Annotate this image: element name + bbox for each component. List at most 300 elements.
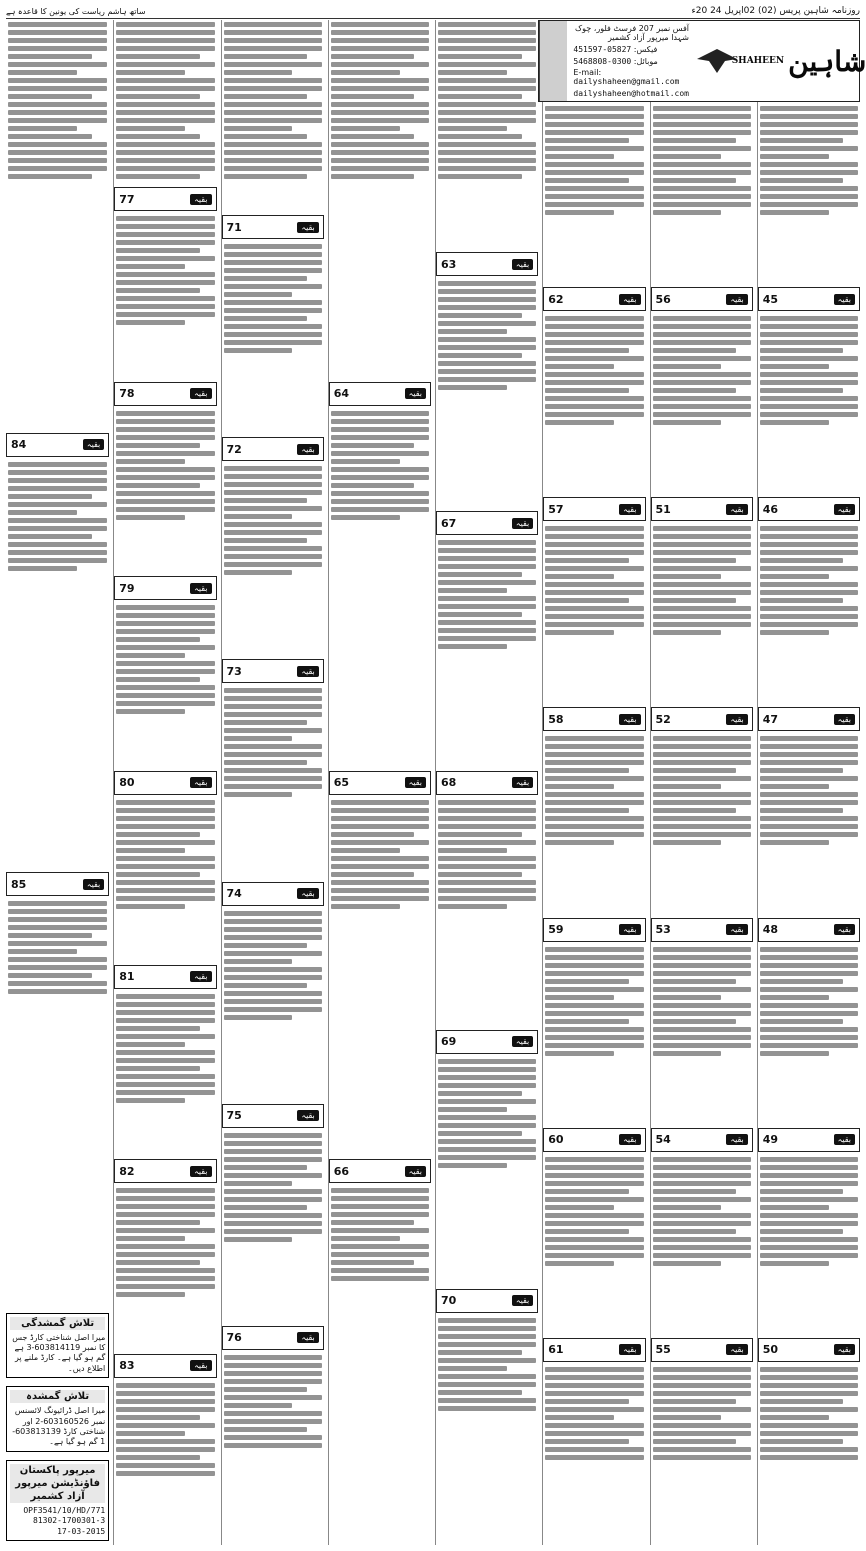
text-line (438, 118, 536, 123)
continuation-tag: بقیہ (834, 1134, 855, 1145)
text-line (653, 550, 751, 555)
text-line (438, 1139, 536, 1144)
text-line (760, 1391, 858, 1396)
text-line (8, 566, 77, 571)
text-line (8, 550, 107, 555)
text-line (331, 896, 429, 901)
text-line (545, 1431, 643, 1436)
text-line (760, 162, 858, 167)
text-line (331, 800, 429, 805)
text-line (653, 1431, 751, 1436)
text-line (760, 840, 829, 845)
text-line (545, 622, 643, 627)
text-line (545, 122, 643, 127)
text-line (760, 122, 858, 127)
continuation-tag: بقیہ (190, 777, 211, 788)
text-line (116, 475, 214, 480)
text-line (653, 202, 751, 207)
text-line (116, 1423, 214, 1428)
continuation-header (543, 1338, 645, 1362)
text-line (331, 166, 429, 171)
text-line (438, 353, 522, 358)
text-line (760, 1407, 858, 1412)
text-line (116, 435, 214, 440)
continuation-tag: بقیہ (834, 714, 855, 725)
text-line (8, 470, 107, 475)
text-line (438, 556, 536, 561)
text-line (438, 174, 522, 179)
text-line (331, 808, 429, 813)
text-line (116, 46, 214, 51)
continuation-number: 59 (548, 923, 564, 937)
text-line (116, 605, 214, 610)
text-line (438, 126, 507, 131)
text-line (438, 848, 507, 853)
text-line (224, 316, 308, 321)
text-line (653, 542, 751, 547)
text-line (224, 1379, 322, 1384)
text-line (116, 1447, 214, 1452)
continuation-number: 57 (548, 502, 564, 516)
text-line (760, 130, 858, 135)
text-block (222, 464, 324, 656)
text-line (224, 1165, 308, 1170)
text-line (438, 824, 536, 829)
text-line (438, 1123, 536, 1128)
text-line (438, 1091, 522, 1096)
continuation-tag: بقیہ (297, 888, 318, 899)
text-line (438, 896, 536, 901)
text-line (116, 800, 214, 805)
text-line (760, 1447, 858, 1452)
continuation-header (436, 511, 538, 535)
text-line (438, 1390, 522, 1395)
text-line (653, 316, 751, 321)
continuation-header (6, 872, 109, 896)
text-line (545, 170, 643, 175)
text-line (224, 1189, 322, 1194)
text-line (224, 498, 308, 503)
text-line (116, 1066, 200, 1071)
text-line (760, 186, 858, 191)
text-line (331, 1204, 429, 1209)
email-1[interactable]: dailyshaheen@gmail.com (573, 77, 680, 87)
text-line (760, 364, 829, 369)
text-line (224, 927, 322, 932)
text-line (545, 832, 643, 837)
text-line (116, 1260, 200, 1265)
text-line (224, 1133, 322, 1138)
text-line (224, 728, 322, 733)
text-line (224, 696, 322, 701)
text-line (438, 1075, 536, 1080)
text-line (760, 210, 829, 215)
continuation-number: 56 (655, 292, 671, 306)
text-line (116, 1276, 214, 1281)
continuation-header (758, 287, 860, 311)
text-line (545, 1455, 643, 1460)
text-line (331, 1276, 429, 1281)
text-line (760, 178, 844, 183)
text-line (545, 1027, 643, 1032)
logo-name-ur: شاہین (788, 44, 866, 78)
text-line (116, 1244, 214, 1249)
text-line (116, 1284, 214, 1289)
text-line (331, 427, 429, 432)
text-line (224, 935, 322, 940)
text-block (6, 460, 109, 870)
text-line (8, 166, 107, 171)
text-line (224, 1157, 322, 1162)
text-block (651, 104, 753, 284)
continuation-header (222, 659, 324, 683)
text-line (653, 162, 751, 167)
text-line (760, 1245, 858, 1250)
text-line (438, 134, 522, 139)
text-line (653, 1043, 751, 1048)
text-line (653, 332, 751, 337)
text-line (116, 1026, 200, 1031)
text-line (760, 955, 858, 960)
text-line (331, 515, 400, 520)
text-line (224, 752, 322, 757)
text-block (436, 20, 538, 249)
text-line (653, 388, 737, 393)
text-line (653, 1027, 751, 1032)
text-line (224, 768, 322, 773)
text-line (545, 1383, 643, 1388)
text-line (438, 1163, 507, 1168)
text-line (438, 588, 507, 593)
building-photo (539, 21, 567, 101)
text-line (438, 281, 536, 286)
text-line (224, 482, 322, 487)
text-line (545, 1213, 643, 1218)
eagle-icon (695, 21, 739, 101)
fax-label: فیکس: (633, 44, 658, 54)
text-line (653, 1245, 751, 1250)
continuation-number: 46 (762, 502, 779, 516)
continuation-header (6, 433, 109, 457)
text-line (8, 142, 107, 147)
text-line (653, 1003, 751, 1008)
text-line (438, 369, 536, 374)
text-line (331, 816, 429, 821)
text-line (331, 848, 400, 853)
continuation-header (222, 215, 324, 239)
continuation-tag: بقیہ (619, 1134, 640, 1145)
text-line (760, 324, 858, 329)
text-line (438, 596, 536, 601)
text-block (222, 686, 324, 878)
text-line (760, 622, 858, 627)
text-line (760, 979, 844, 984)
text-line (116, 1042, 185, 1047)
text-line (653, 1383, 751, 1388)
text-line (116, 645, 214, 650)
text-line (653, 324, 751, 329)
text-line (116, 232, 214, 237)
text-line (438, 321, 536, 326)
text-line (224, 1427, 308, 1432)
text-line (438, 864, 536, 869)
column-4 (435, 20, 538, 1545)
text-line (545, 752, 643, 757)
continuation-header (543, 287, 645, 311)
text-line (116, 320, 185, 325)
text-line (653, 606, 751, 611)
text-line (760, 963, 858, 968)
text-line (545, 1035, 643, 1040)
text-block (758, 1155, 860, 1335)
continuation-tag: بقیہ (512, 518, 533, 529)
text-line (116, 637, 200, 642)
continuation-tag: بقیہ (297, 222, 318, 233)
continuation-tag: بقیہ (512, 1036, 533, 1047)
text-line (545, 316, 643, 321)
text-block (114, 1186, 216, 1350)
text-line (224, 1363, 322, 1368)
text-line (8, 901, 107, 906)
text-line (653, 348, 737, 353)
text-line (760, 582, 858, 587)
text-line (653, 372, 751, 377)
text-line (116, 832, 200, 837)
text-line (760, 744, 858, 749)
text-line (116, 515, 185, 520)
text-line (224, 324, 322, 329)
continuation-number: 78 (119, 387, 135, 401)
email-label: E-mail: (573, 68, 602, 78)
text-line (545, 1423, 643, 1428)
text-line (545, 824, 643, 829)
text-line (8, 925, 107, 930)
text-line (545, 987, 643, 992)
text-line (331, 475, 429, 480)
text-block (758, 314, 860, 494)
text-line (438, 1099, 536, 1104)
continuation-tag: بقیہ (834, 924, 855, 935)
continuation-number: 68 (441, 776, 457, 790)
text-line (545, 590, 643, 595)
text-line (8, 941, 107, 946)
text-line (760, 1027, 858, 1032)
text-line (438, 856, 536, 861)
reference-2: 81302-1700301-3 (33, 1516, 106, 1526)
text-line (438, 38, 536, 43)
continuation-number: 80 (119, 776, 135, 789)
text-line (653, 130, 751, 135)
text-line (438, 361, 536, 366)
text-line (116, 1034, 214, 1039)
continuation-number: 58 (548, 712, 564, 726)
text-line (545, 526, 643, 531)
continuation-number: 77 (119, 192, 135, 206)
text-line (545, 178, 629, 183)
text-line (331, 158, 429, 163)
text-line (116, 661, 214, 666)
text-line (224, 991, 322, 996)
text-line (760, 832, 858, 837)
column-2 (650, 20, 753, 1545)
text-line (438, 604, 536, 609)
foundation-notice-title: میرپور پاکستان فاؤنڈیشن میرپور آزاد کشمیر (10, 1464, 105, 1503)
text-line (116, 1439, 214, 1444)
text-line (116, 1236, 185, 1241)
text-line (438, 305, 536, 310)
text-line (545, 138, 629, 143)
text-line (760, 1051, 829, 1056)
text-block (543, 945, 645, 1125)
text-line (438, 1334, 536, 1339)
mobile-label: موبائل: (633, 56, 658, 66)
text-line (224, 1229, 322, 1234)
text-line (8, 134, 92, 139)
text-block (651, 945, 753, 1125)
email-2[interactable]: dailyshaheen@hotmail.com (573, 89, 689, 98)
continuation-tag: بقیہ (297, 1332, 318, 1343)
text-line (8, 526, 107, 531)
text-line (760, 1157, 858, 1162)
text-line (8, 62, 107, 67)
text-line (545, 1253, 643, 1258)
continuation-number: 53 (655, 923, 671, 937)
text-line (8, 965, 107, 970)
text-line (116, 54, 200, 59)
continuation-header (114, 965, 216, 989)
text-line (760, 598, 844, 603)
continuation-tag: بقیہ (834, 1344, 855, 1355)
text-line (653, 558, 737, 563)
text-line (331, 507, 429, 512)
text-line (116, 1415, 200, 1420)
text-line (8, 502, 107, 507)
text-block (329, 798, 431, 1157)
text-line (116, 880, 214, 885)
text-line (331, 1252, 429, 1257)
text-line (545, 1019, 629, 1024)
text-line (653, 1253, 751, 1258)
continuation-number: 84 (11, 438, 27, 452)
text-block (114, 20, 216, 184)
text-line (653, 534, 751, 539)
continuation-number: 47 (762, 712, 779, 726)
text-line (760, 1367, 858, 1372)
text-line (653, 1011, 751, 1016)
text-line (545, 1043, 643, 1048)
text-line (653, 840, 722, 845)
text-line (116, 1383, 214, 1388)
continuation-number: 63 (441, 257, 457, 271)
text-line (224, 911, 322, 916)
text-line (545, 995, 614, 1000)
text-line (331, 451, 429, 456)
text-line (653, 736, 751, 741)
text-line (438, 297, 536, 302)
text-line (545, 1011, 643, 1016)
text-block (543, 314, 645, 494)
continuation-number: 85 (11, 877, 27, 891)
text-line (545, 1407, 643, 1412)
text-line (653, 1237, 751, 1242)
text-line (760, 800, 858, 805)
text-line (438, 102, 536, 107)
text-line (545, 630, 614, 635)
text-line (545, 1375, 643, 1380)
text-line (331, 38, 429, 43)
text-line (8, 518, 107, 523)
text-line (8, 949, 77, 954)
text-line (545, 154, 614, 159)
text-line (224, 744, 322, 749)
text-line (545, 1197, 643, 1202)
text-line (224, 252, 322, 257)
text-block (436, 279, 538, 508)
text-line (116, 427, 214, 432)
text-block (543, 524, 645, 704)
text-line (116, 62, 214, 67)
text-line (116, 158, 214, 163)
text-line (653, 792, 751, 797)
text-line (224, 943, 308, 948)
text-line (224, 514, 293, 519)
text-line (116, 1050, 214, 1055)
text-block (436, 538, 538, 767)
continuation-header (436, 1289, 538, 1313)
text-line (545, 1229, 629, 1234)
continuation-tag: بقیہ (619, 924, 640, 935)
text-line (224, 1197, 322, 1202)
text-line (8, 78, 107, 83)
text-line (545, 574, 614, 579)
text-line (760, 760, 858, 765)
text-line (438, 142, 536, 147)
text-line (653, 1415, 722, 1420)
text-line (116, 78, 214, 83)
text-line (224, 1141, 322, 1146)
text-line (8, 38, 107, 43)
text-line (116, 1463, 214, 1468)
text-line (760, 1383, 858, 1388)
text-line (653, 1051, 722, 1056)
text-line (116, 70, 185, 75)
text-line (760, 348, 844, 353)
top-date-line (6, 4, 860, 19)
text-line (653, 955, 751, 960)
text-line (545, 1051, 614, 1056)
text-line (116, 888, 214, 893)
text-line (545, 324, 643, 329)
text-line (653, 1261, 722, 1266)
text-line (545, 534, 643, 539)
text-line (116, 896, 214, 901)
continuation-tag: بقیہ (190, 1360, 211, 1371)
continuation-tag: بقیہ (619, 714, 640, 725)
text-line (116, 224, 214, 229)
text-line (545, 744, 643, 749)
text-line (545, 380, 643, 385)
text-line (331, 832, 415, 837)
text-line (438, 385, 507, 390)
text-line (653, 122, 751, 127)
continuation-header (329, 1159, 431, 1183)
text-line (653, 1221, 751, 1226)
text-line (438, 1342, 536, 1347)
text-line (545, 1237, 643, 1242)
text-line (760, 1003, 858, 1008)
continuation-tag: بقیہ (726, 1134, 747, 1145)
text-line (224, 688, 322, 693)
